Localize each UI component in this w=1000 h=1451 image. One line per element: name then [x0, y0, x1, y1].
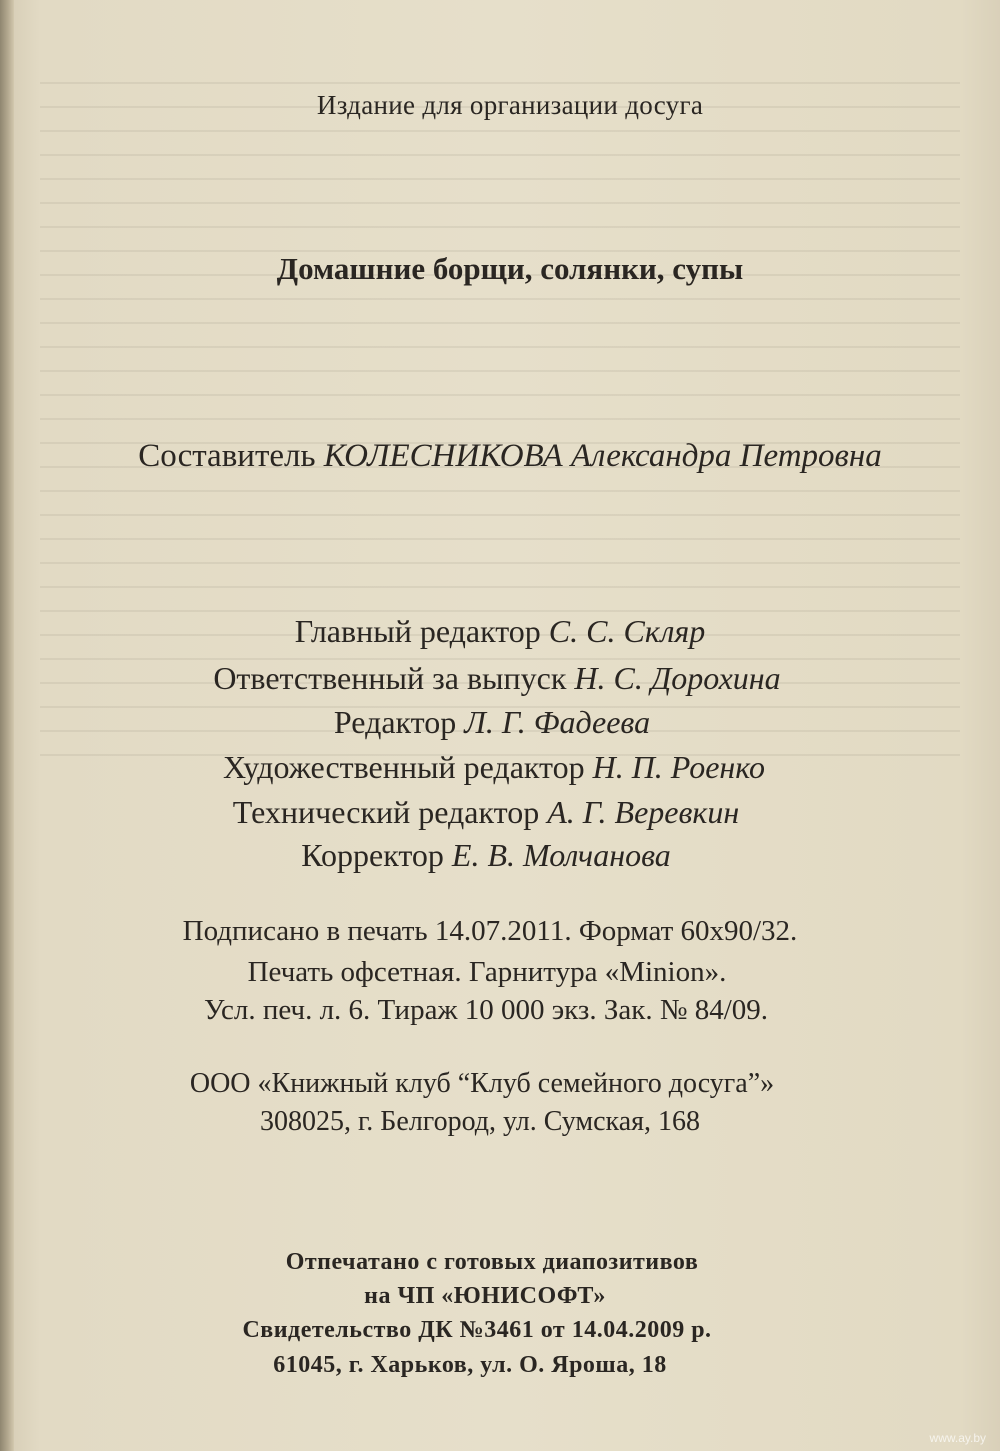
show-through-text — [40, 60, 960, 760]
credit-line — [0, 751, 994, 783]
credit-role: Технический редактор — [232, 794, 540, 830]
publisher-address: 308025, г. Белгород, ул. Сумская, 168 — [259, 1106, 700, 1137]
printer-line: Свидетельство ДК №3461 от 14.04.2009 р. — [242, 1317, 712, 1343]
credit-name: Л. Г. Фадеева — [464, 704, 651, 740]
credit-name: Н. С. Дорохина — [574, 660, 781, 696]
imprint-line: Подписано в печать 14.07.2011. Формат 60х90/32. — [182, 915, 798, 947]
credit-line — [0, 796, 986, 828]
credit-name: С. С. Скляр — [548, 613, 706, 649]
printer-line: 61045, г. Харьков, ул. О. Яроша, 18 — [273, 1352, 667, 1378]
book-title: Домашние борщи, солянки, супы — [276, 251, 744, 286]
credit-line — [0, 706, 992, 738]
publisher-name: ООО «Книжный клуб “Клуб семейного досуга”» — [189, 1068, 775, 1099]
compiler-name: КОЛЕСНИКОВА Александра Петровна — [323, 438, 882, 474]
credit-role: Главный редактор — [294, 613, 541, 649]
site-watermark: www.ay.by — [929, 1431, 986, 1445]
credit-name: А. Г. Веревкин — [547, 794, 740, 830]
credit-role: Художественный редактор — [222, 749, 585, 785]
credit-role: Ответственный за выпуск — [213, 660, 567, 696]
series-supertitle: Издание для организации досуга — [316, 90, 704, 120]
credit-role: Корректор — [301, 837, 444, 873]
printer-line: Отпечатано с готовых диапозитивов — [285, 1249, 699, 1275]
compiler-role: Составитель — [138, 438, 316, 474]
credit-line — [0, 615, 1000, 647]
credit-line — [0, 662, 997, 694]
credit-role: Редактор — [333, 704, 457, 740]
compiler-line — [10, 440, 1000, 473]
credit-line — [0, 839, 986, 871]
imprint-line: Усл. печ. л. 6. Тираж 10 000 экз. Зак. № 84/09. — [203, 994, 769, 1026]
credit-name: Н. П. Роенко — [592, 749, 766, 785]
credit-name: Е. В. Молчанова — [451, 837, 671, 873]
printer-line: на ЧП «ЮНИСОФТ» — [364, 1283, 606, 1309]
imprint-line: Печать офсетная. Гарнитура «Minion». — [247, 956, 727, 988]
